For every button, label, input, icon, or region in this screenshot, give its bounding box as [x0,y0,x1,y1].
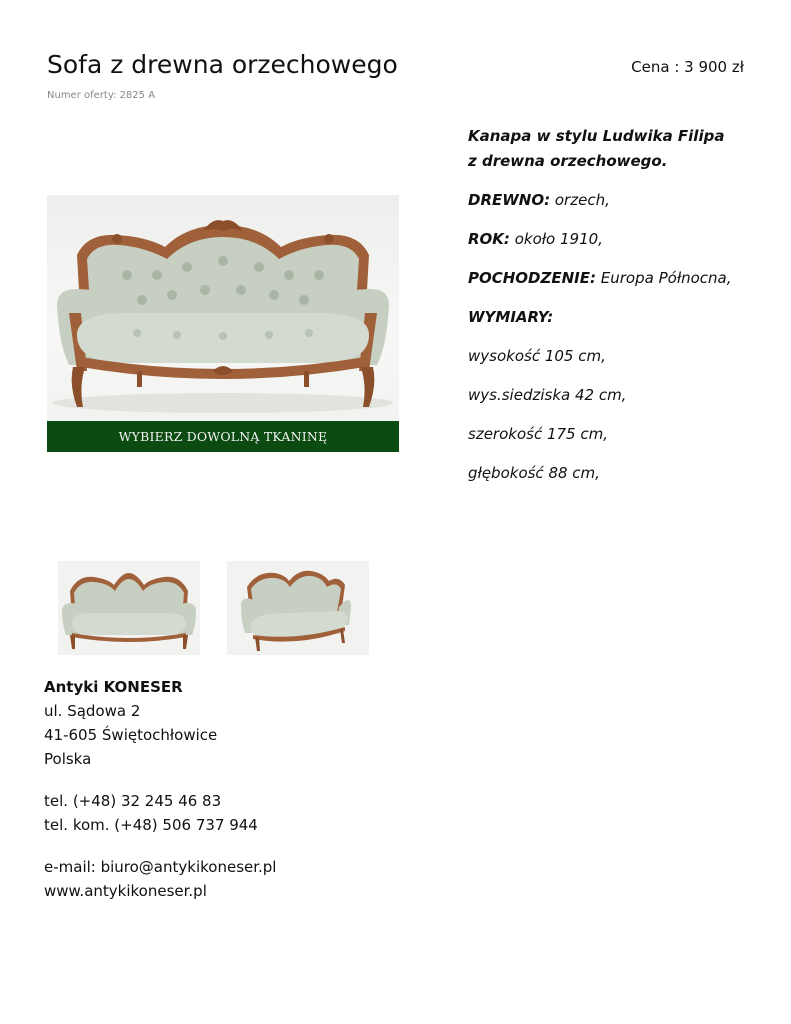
street-address: ul. Sądowa 2 [44,702,141,720]
origin-label: POCHODZENIE: [468,269,597,287]
dimension-seat-height: wys.siedziska 42 cm, [468,386,627,404]
wood-spec [468,188,768,213]
fabric-choice-banner[interactable]: WYBIERZ DOWOLNĄ TKANINĘ [47,421,399,452]
dimension-depth: głębokość 88 cm, [468,464,600,482]
company-name: Antyki KONESER [44,678,183,696]
website-link[interactable]: www.antykikoneser.pl [44,882,207,900]
main-product-photo[interactable] [47,195,399,421]
wood-label: DREWNO: [468,191,551,209]
dimensions-label: WYMIARY: [468,308,554,326]
thumbnail-angle[interactable] [227,561,369,655]
contact-block [44,675,276,903]
origin-spec [468,266,768,291]
wood-value: orzech, [550,191,610,209]
country: Polska [44,750,92,768]
thumbnail-front[interactable] [58,561,200,655]
price: Cena : 3 900 zł [631,58,744,76]
year-label: ROK: [468,230,510,248]
intro [468,124,768,174]
mobile-phone[interactable]: tel. kom. (+48) 506 737 944 [44,816,258,834]
city-address: 41-605 Świętochłowice [44,726,218,744]
phone[interactable]: tel. (+48) 32 245 46 83 [44,792,222,810]
dimension-width: szerokość 175 cm, [468,425,608,443]
year-value: około 1910, [509,230,603,248]
intro-line-2: z drewna orzechowego. [468,152,668,170]
offer-number: Numer oferty: 2825 A [47,90,156,101]
dimension-height: wysokość 105 cm, [468,347,606,365]
product-description [468,124,768,500]
sofa-front-illustration [47,195,399,421]
intro-line-1: Kanapa w stylu Ludwika Filipa [468,127,725,145]
page-title: Sofa z drewna orzechowego [47,50,398,79]
year-spec [468,227,768,252]
email-link[interactable]: e-mail: biuro@antykikoneser.pl [44,858,277,876]
sofa-thumbnail-front [58,561,200,655]
sofa-thumbnail-angle [227,561,369,655]
origin-value: Europa Północna, [596,269,732,287]
